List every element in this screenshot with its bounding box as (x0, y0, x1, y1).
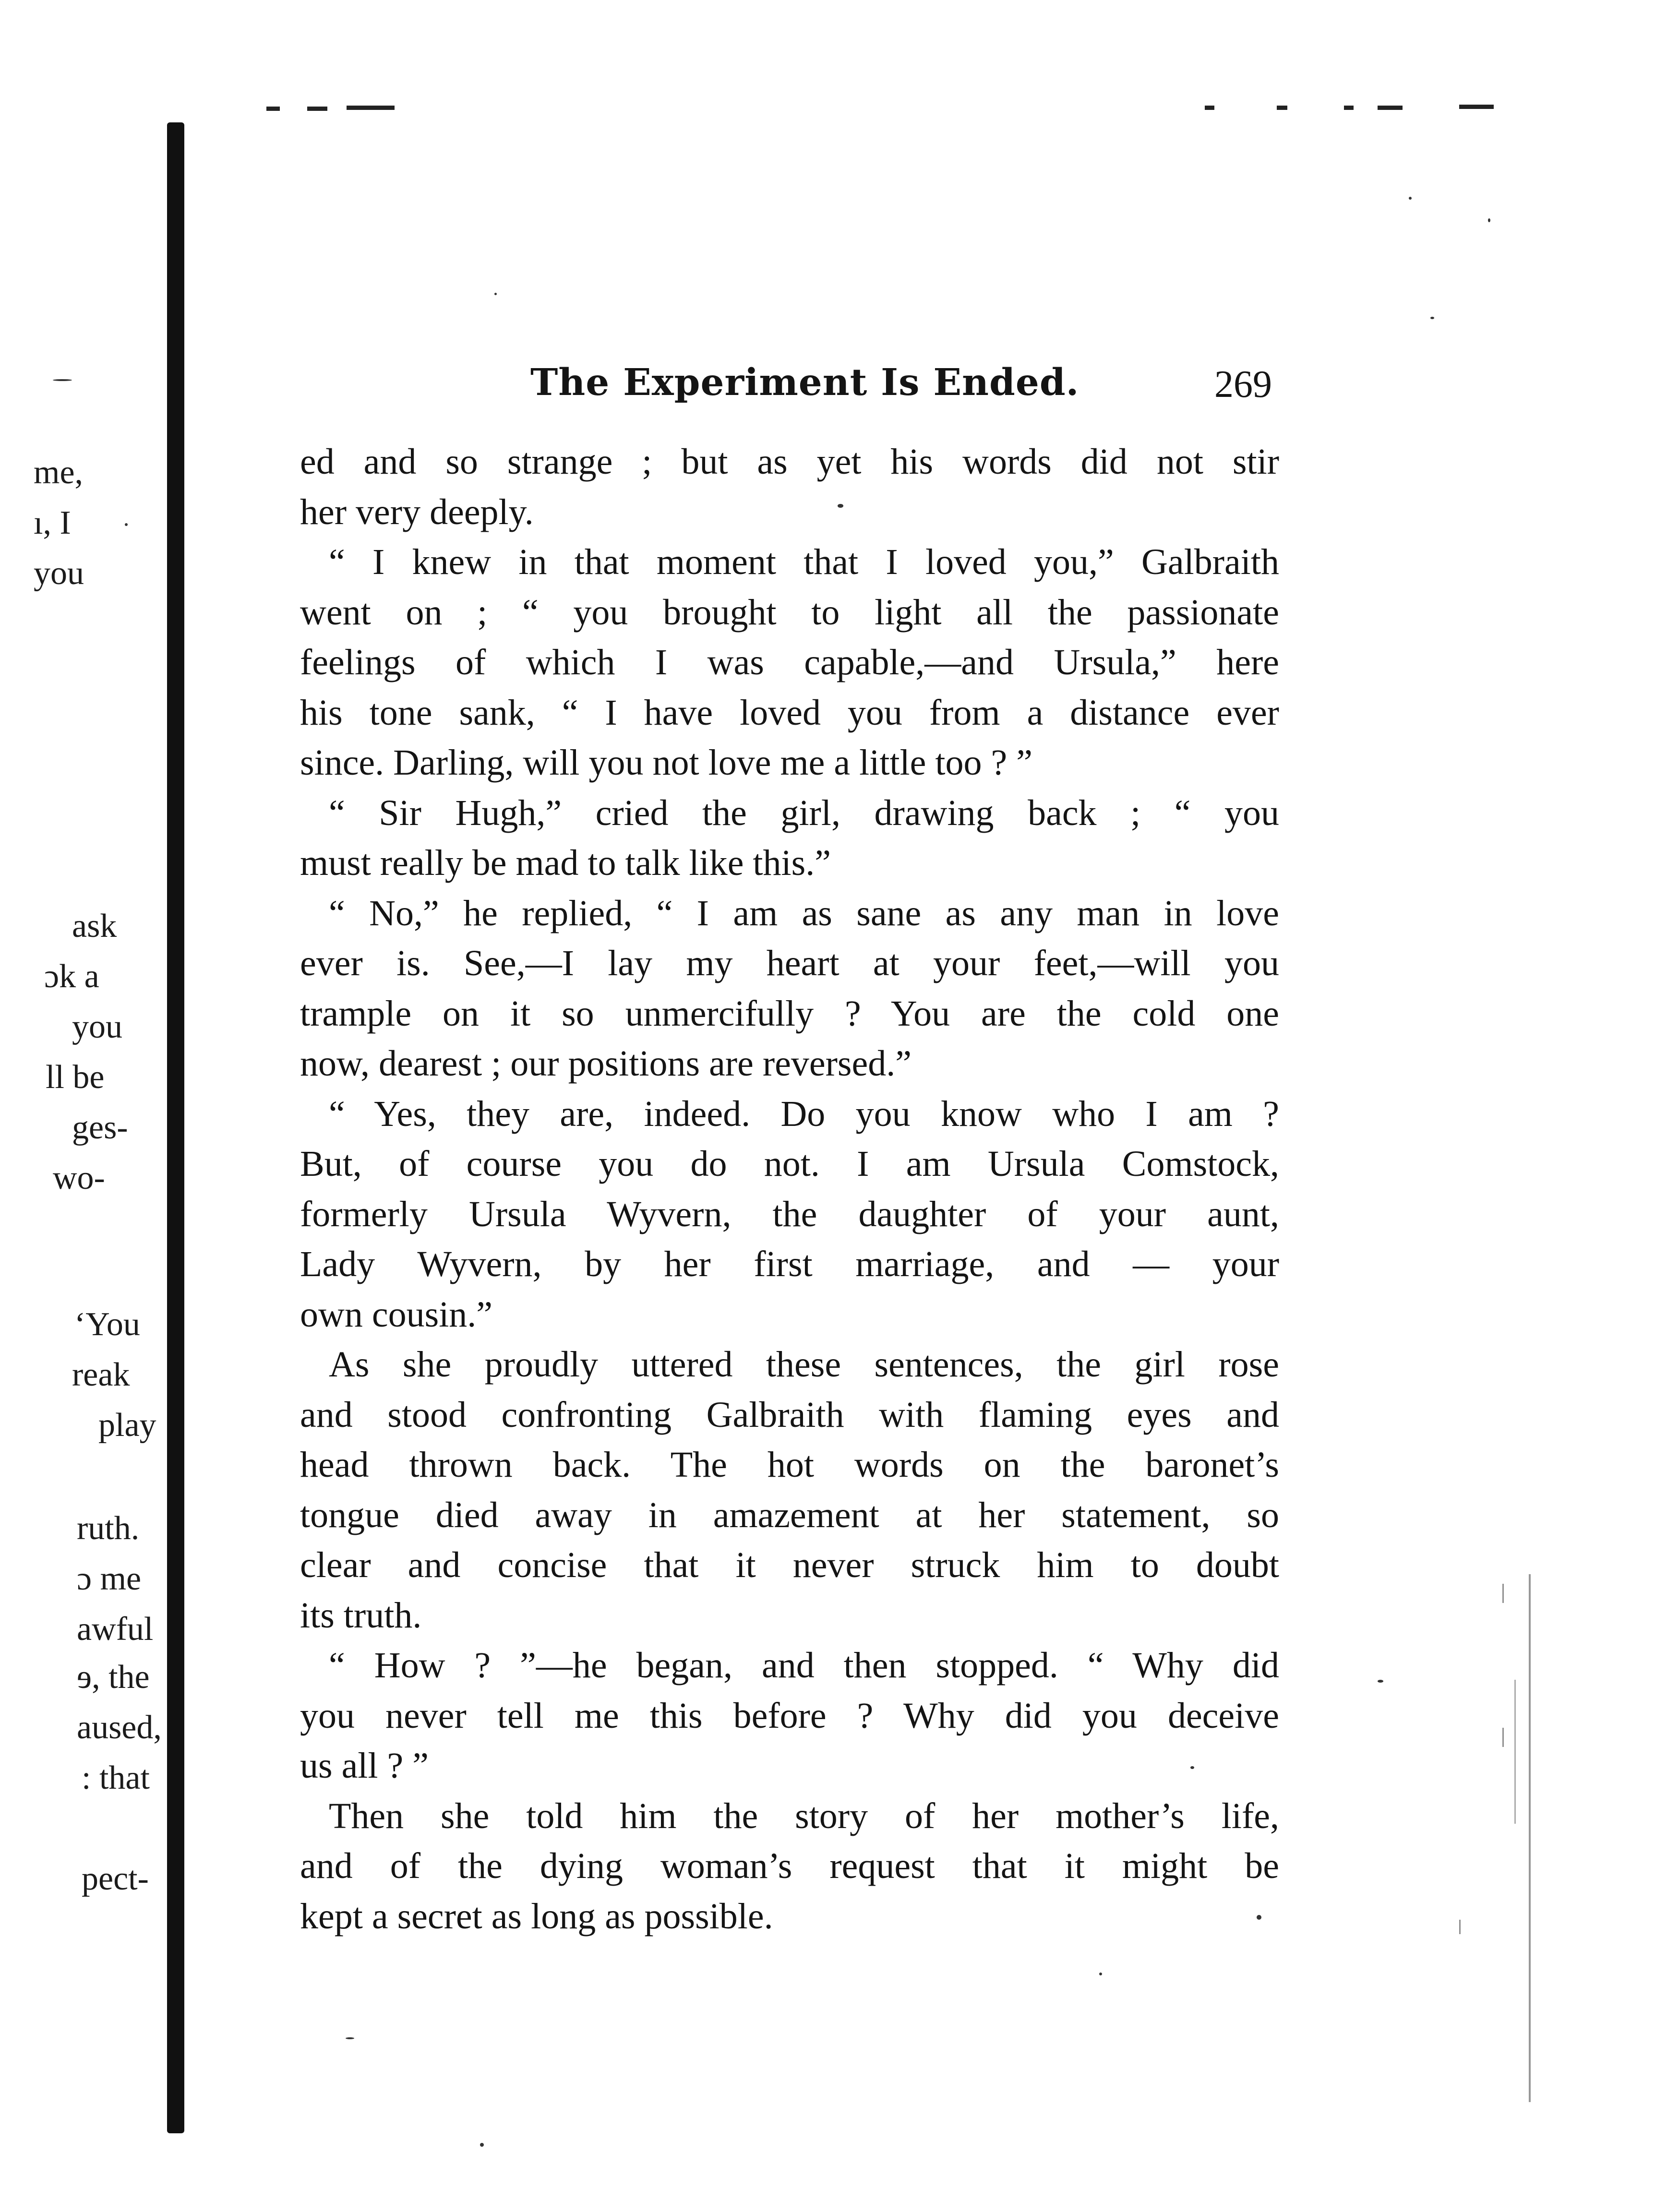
text-line: Lady Wyvern, by her first marriage, and — your (300, 1244, 1279, 1284)
text-line: her very deeply. (300, 491, 534, 532)
scan-mark (266, 107, 280, 111)
page-number: 269 (1214, 363, 1272, 406)
scan-edge-mark (1514, 1680, 1516, 1824)
scan-speck (1099, 1973, 1102, 1975)
text-line: ever is. See,—I lay my heart at your feet,—will you (300, 943, 1279, 983)
text-line: and stood confronting Galbraith with flaming eyes and (300, 1394, 1279, 1435)
scan-edge-mark (1459, 1920, 1461, 1934)
running-header-title: The Experiment Is Ended. (530, 361, 1079, 404)
scan-mark (347, 106, 395, 110)
scan-speck (1409, 197, 1412, 200)
facing-fragment: ɔ me (77, 1560, 142, 1597)
text-line: went on ; “ you brought to light all the passionate (300, 592, 1279, 633)
scan-mark (1205, 106, 1214, 110)
text-line: tongue died away in amazement at her statement, so (300, 1495, 1279, 1535)
scan-mark (1378, 106, 1403, 110)
text-line: trample on it so unmercifully ? You are the cold one (300, 993, 1279, 1034)
scan-speck (125, 523, 128, 526)
text-line: head thrown back. The hot words on the baronet’s (300, 1445, 1279, 1485)
text-line: his tone sank, “ I have loved you from a distance ever (300, 692, 1279, 733)
facing-fragment: ges- (72, 1109, 128, 1146)
text-line: “ How ? ”—he began, and then stopped. “ Why did (329, 1645, 1279, 1686)
facing-fragment: : that (82, 1759, 150, 1796)
scan-speck (53, 379, 72, 381)
facing-fragment: ask (72, 908, 117, 945)
scan-speck (494, 293, 497, 295)
text-line: “ No,” he replied, “ I am as sane as any man in love (329, 893, 1279, 933)
scan-speck (1488, 218, 1490, 222)
text-line: its truth. (300, 1595, 422, 1636)
facing-fragment: ı, I (34, 504, 71, 541)
text-line: ed and so strange ; but as yet his words did not stir (300, 442, 1279, 482)
text-line: own cousin.” (300, 1294, 493, 1335)
scan-edge-mark (1529, 1574, 1531, 2102)
text-line: But, of course you do not. I am Ursula Comstock, (300, 1144, 1279, 1184)
text-line: since. Darling, will you not love me a little too ? ” (300, 742, 1032, 783)
scan-speck (838, 504, 843, 508)
facing-fragment: reak (72, 1356, 130, 1393)
scan-speck (346, 2037, 354, 2039)
binding-gutter (167, 122, 184, 2133)
scan-speck (480, 2143, 484, 2147)
facing-fragment: ɘ, the (77, 1659, 150, 1696)
text-line: formerly Ursula Wyvern, the daughter of your aunt, (300, 1194, 1279, 1234)
facing-fragment: aused, (77, 1709, 162, 1746)
facing-fragment: ɔk a (44, 958, 99, 995)
text-line: must really be mad to talk like this.” (300, 843, 831, 883)
scan-mark (307, 107, 327, 111)
scan-edge-mark (1502, 1584, 1504, 1603)
facing-fragment: you (72, 1008, 122, 1045)
text-line: clear and concise that it never struck him to doubt (300, 1545, 1279, 1585)
facing-fragment: play (98, 1407, 156, 1444)
scan-mark (1459, 105, 1494, 109)
facing-fragment: you (34, 555, 84, 592)
facing-fragment: ruth. (77, 1510, 140, 1547)
facing-fragment: ll be (46, 1059, 105, 1096)
text-line: “ Yes, they are, indeed. Do you know who I am ? (329, 1093, 1279, 1134)
text-line: “ I knew in that moment that I loved you,” Galbraith (329, 542, 1279, 582)
text-line: now, dearest ; our positions are reversed.” (300, 1043, 911, 1084)
text-line: kept a secret as long as possible. (300, 1896, 773, 1937)
text-line: us all ? ” (300, 1746, 429, 1786)
text-line: feelings of which I was capable,—and Ursula,” here (300, 642, 1279, 682)
text-line: you never tell me this before ? Why did you deceive (300, 1695, 1279, 1736)
scan-speck (1378, 1680, 1383, 1683)
scan-mark (1344, 106, 1354, 110)
facing-fragment: wo- (53, 1160, 105, 1196)
facing-fragment: pect- (82, 1860, 149, 1897)
text-line: “ Sir Hugh,” cried the girl, drawing back ; “ you (329, 792, 1279, 833)
text-line: Then she told him the story of her mother’s life, (329, 1795, 1279, 1836)
facing-fragment: me, (34, 454, 84, 491)
scan-speck (1190, 1766, 1194, 1769)
body-text (300, 437, 1279, 1941)
scan-speck (1430, 317, 1434, 319)
scan-speck (1257, 1915, 1261, 1920)
facing-fragment: awful (77, 1611, 154, 1648)
text-line: As she proudly uttered these sentences, the girl rose (329, 1344, 1279, 1385)
text-line: and of the dying woman’s request that it might be (300, 1846, 1279, 1886)
facing-fragment: ‘You (74, 1306, 140, 1343)
scan-edge-mark (1502, 1728, 1504, 1747)
scan-mark (1277, 106, 1287, 110)
